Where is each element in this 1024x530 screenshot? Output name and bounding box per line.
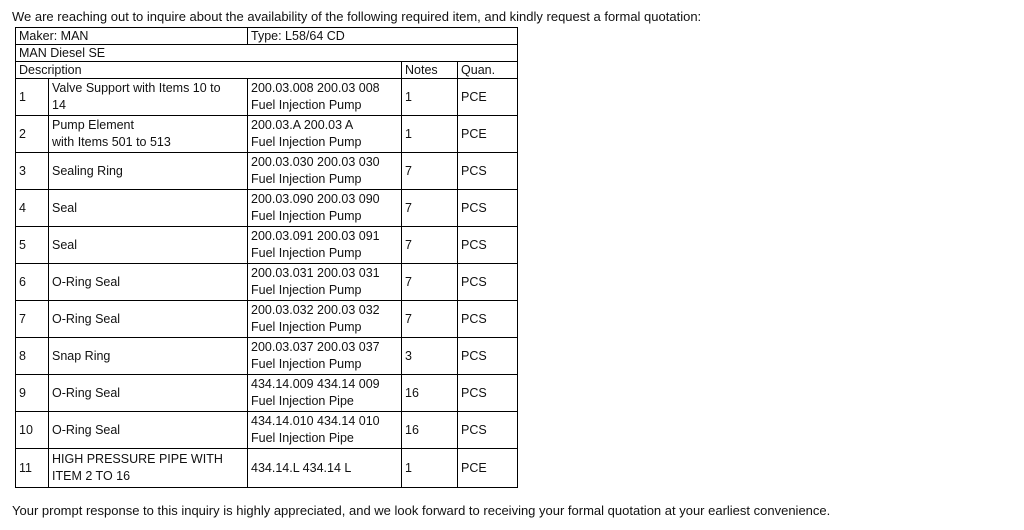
table-row bbox=[16, 338, 518, 375]
item-number: 5 bbox=[16, 227, 49, 264]
description-line: ITEM 2 TO 16 bbox=[52, 469, 131, 483]
item-number: 1 bbox=[16, 79, 49, 116]
part-number bbox=[248, 116, 402, 153]
part-group-line: Fuel Injection Pump bbox=[251, 283, 362, 297]
description-line: Snap Ring bbox=[52, 348, 111, 363]
item-unit: PCS bbox=[458, 264, 518, 301]
part-number bbox=[248, 190, 402, 227]
table-row bbox=[16, 153, 518, 190]
item-number: 7 bbox=[16, 301, 49, 338]
description-line: O-Ring Seal bbox=[52, 385, 121, 400]
item-unit: PCS bbox=[458, 301, 518, 338]
item-notes: 3 bbox=[402, 338, 458, 375]
closing-text: Your prompt response to this inquiry is highly appreciated, and we look forward to receiving your formal quotation at your earliest convenience. bbox=[12, 503, 831, 518]
item-notes: 16 bbox=[402, 412, 458, 449]
column-header-row bbox=[16, 62, 518, 79]
maker-row bbox=[16, 28, 518, 45]
maker-cell: Maker: MAN bbox=[16, 28, 248, 45]
item-description bbox=[49, 375, 248, 412]
part-number bbox=[248, 375, 402, 412]
manufacturer-cell: MAN Diesel SE bbox=[16, 45, 518, 62]
intro-text: We are reaching out to inquire about the availability of the following required item, and kindly request a formal quotation: bbox=[12, 9, 702, 24]
item-description bbox=[49, 153, 248, 190]
item-number: 9 bbox=[16, 375, 49, 412]
item-description bbox=[49, 190, 248, 227]
item-notes: 1 bbox=[402, 79, 458, 116]
item-notes: 7 bbox=[402, 264, 458, 301]
part-group-line: Fuel Injection Pump bbox=[251, 357, 362, 371]
item-unit: PCS bbox=[458, 375, 518, 412]
part-number bbox=[248, 449, 402, 488]
item-notes: 16 bbox=[402, 375, 458, 412]
item-notes: 7 bbox=[402, 301, 458, 338]
part-number bbox=[248, 301, 402, 338]
table-row bbox=[16, 79, 518, 116]
description-header: Description bbox=[16, 62, 402, 79]
item-description bbox=[49, 79, 248, 116]
part-number-line: 200.03.A 200.03 A bbox=[251, 118, 354, 132]
item-number: 2 bbox=[16, 116, 49, 153]
description-line: O-Ring Seal bbox=[52, 311, 121, 326]
part-number bbox=[248, 227, 402, 264]
part-group-line: Fuel Injection Pipe bbox=[251, 431, 354, 445]
description-line: Valve Support with Items 10 to bbox=[52, 81, 221, 95]
part-group-line: Fuel Injection Pipe bbox=[251, 394, 354, 408]
description-line: Seal bbox=[52, 237, 78, 252]
description-line: with Items 501 to 513 bbox=[52, 135, 171, 149]
quantity-header: Quan. bbox=[458, 62, 518, 79]
item-notes: 7 bbox=[402, 153, 458, 190]
item-number: 4 bbox=[16, 190, 49, 227]
table-row bbox=[16, 264, 518, 301]
item-number: 6 bbox=[16, 264, 49, 301]
part-group-line: Fuel Injection Pump bbox=[251, 246, 362, 260]
item-unit: PCS bbox=[458, 227, 518, 264]
table-row bbox=[16, 190, 518, 227]
part-number-line: 434.14.L 434.14 L bbox=[251, 460, 352, 475]
part-number-line: 200.03.090 200.03 090 bbox=[251, 192, 380, 206]
item-description bbox=[49, 449, 248, 488]
part-number-line: 200.03.008 200.03 008 bbox=[251, 81, 380, 95]
item-number: 10 bbox=[16, 412, 49, 449]
item-description bbox=[49, 338, 248, 375]
table-row bbox=[16, 375, 518, 412]
part-group-line: Fuel Injection Pump bbox=[251, 172, 362, 186]
item-description bbox=[49, 412, 248, 449]
part-number-line: 200.03.031 200.03 031 bbox=[251, 266, 380, 280]
description-line: O-Ring Seal bbox=[52, 422, 121, 437]
type-cell: Type: L58/64 CD bbox=[248, 28, 518, 45]
part-number bbox=[248, 412, 402, 449]
part-group-line: Fuel Injection Pump bbox=[251, 135, 362, 149]
item-notes: 1 bbox=[402, 449, 458, 488]
part-number-line: 200.03.032 200.03 032 bbox=[251, 303, 380, 317]
item-unit: PCE bbox=[458, 79, 518, 116]
item-unit: PCS bbox=[458, 338, 518, 375]
item-number: 8 bbox=[16, 338, 49, 375]
quotation-table bbox=[15, 27, 518, 488]
item-notes: 7 bbox=[402, 227, 458, 264]
description-line: Sealing Ring bbox=[52, 163, 123, 178]
table-row bbox=[16, 449, 518, 488]
table-row bbox=[16, 227, 518, 264]
item-description bbox=[49, 264, 248, 301]
item-notes: 7 bbox=[402, 190, 458, 227]
description-line: Seal bbox=[52, 200, 78, 215]
item-unit: PCS bbox=[458, 412, 518, 449]
part-group-line: Fuel Injection Pump bbox=[251, 209, 362, 223]
item-unit: PCE bbox=[458, 449, 518, 488]
part-number bbox=[248, 338, 402, 375]
item-unit: PCS bbox=[458, 153, 518, 190]
table-row bbox=[16, 412, 518, 449]
part-number-line: 434.14.009 434.14 009 bbox=[251, 377, 380, 391]
description-line: Pump Element bbox=[52, 118, 134, 132]
description-line: HIGH PRESSURE PIPE WITH bbox=[52, 452, 223, 466]
part-number-line: 200.03.037 200.03 037 bbox=[251, 340, 380, 354]
part-number bbox=[248, 264, 402, 301]
item-number: 3 bbox=[16, 153, 49, 190]
item-number: 11 bbox=[16, 449, 49, 488]
part-number-line: 434.14.010 434.14 010 bbox=[251, 414, 380, 428]
table-row bbox=[16, 116, 518, 153]
part-number-line: 200.03.030 200.03 030 bbox=[251, 155, 380, 169]
manufacturer-row bbox=[16, 45, 518, 62]
description-line: O-Ring Seal bbox=[52, 274, 121, 289]
item-description bbox=[49, 301, 248, 338]
item-unit: PCE bbox=[458, 116, 518, 153]
item-unit: PCS bbox=[458, 190, 518, 227]
part-number bbox=[248, 153, 402, 190]
description-line: 14 bbox=[52, 98, 66, 112]
part-number-line: 200.03.091 200.03 091 bbox=[251, 229, 380, 243]
table-row bbox=[16, 301, 518, 338]
part-group-line: Fuel Injection Pump bbox=[251, 98, 362, 112]
notes-header: Notes bbox=[402, 62, 458, 79]
item-notes: 1 bbox=[402, 116, 458, 153]
item-description bbox=[49, 227, 248, 264]
part-number bbox=[248, 79, 402, 116]
part-group-line: Fuel Injection Pump bbox=[251, 320, 362, 334]
item-description bbox=[49, 116, 248, 153]
